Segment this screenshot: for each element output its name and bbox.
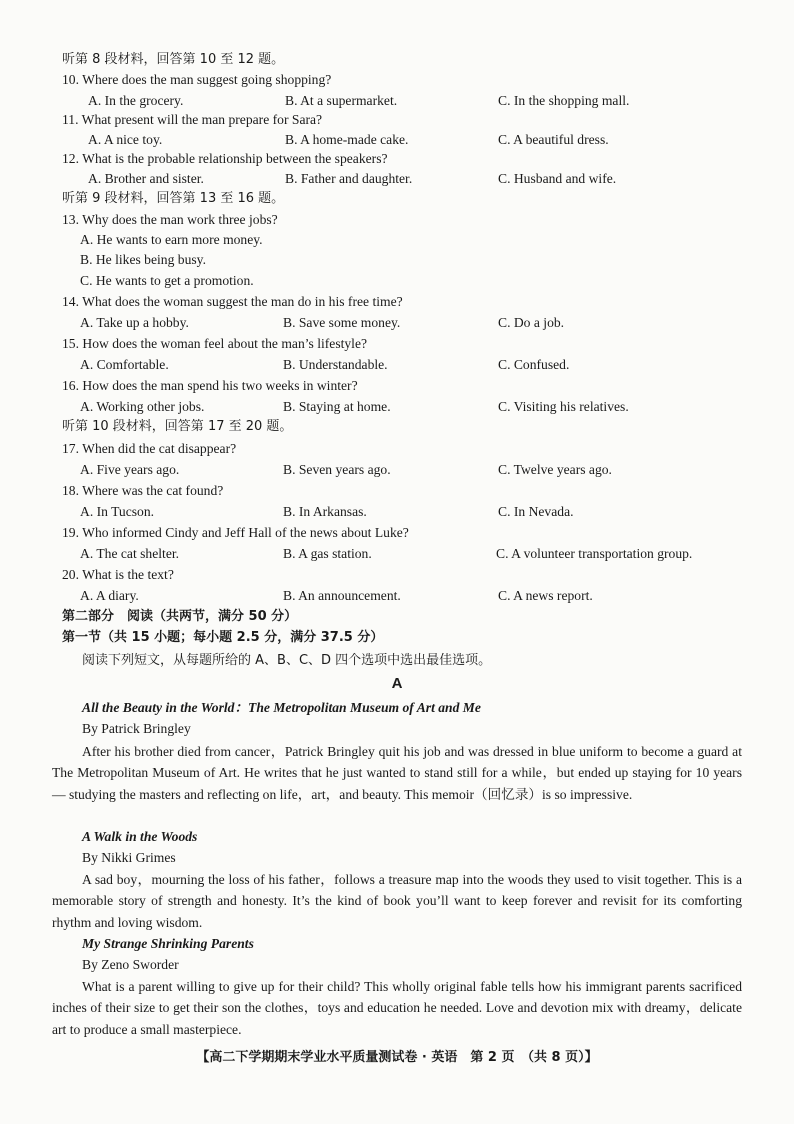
q10-option-c: C. In the shopping mall. [498, 93, 630, 108]
q18-option-b: B. In Arkansas. [283, 504, 367, 519]
section10-header: 听第 10 段材料，回答第 17 至 20 题。 [62, 419, 293, 434]
passage-letter: A [391, 675, 403, 692]
q15-option-b: B. Understandable. [283, 357, 388, 372]
q18-option-a: A. In Tucson. [80, 504, 155, 519]
question-17: 17. When did the cat disappear? [62, 441, 237, 456]
question-18: 18. Where was the cat found? [62, 483, 224, 498]
book3-description: What is a parent willing to give up for their child? This wholly original fable tells how his immigrant parents sacrificed inches of their size to get their son the clothes，toys and education he needed. Love and devotion mix with dreamy，delicate art to produce a small masterpiece. [52, 979, 742, 1037]
book3-author: By Zeno Sworder [82, 957, 179, 972]
q16-option-c: C. Visiting his relatives. [498, 399, 629, 414]
q18-option-c: C. In Nevada. [498, 504, 574, 519]
q16-option-b: B. Staying at home. [283, 399, 391, 414]
q20-option-a: A. A diary. [80, 588, 139, 603]
q13-option-c: C. He wants to get a promotion. [80, 273, 254, 288]
q17-option-b: B. Seven years ago. [283, 462, 391, 477]
q14-option-c: C. Do a job. [498, 315, 565, 330]
q16-option-a: A. Working other jobs. [80, 399, 205, 414]
section9-header: 听第 9 段材料，回答第 13 至 16 题。 [62, 191, 285, 206]
question-13: 13. Why does the man work three jobs? [62, 212, 278, 227]
q13-option-b: B. He likes being busy. [80, 252, 206, 267]
part2-title: 第二部分 阅读（共两节，满分 50 分） [62, 609, 298, 624]
q11-option-b: B. A home-made cake. [285, 132, 409, 147]
reading-instructions: 阅读下列短文，从每题所给的 A、B、C、D 四个选项中选出最佳选项。 [82, 653, 492, 668]
q15-option-a: A. Comfortable. [80, 357, 169, 372]
q20-option-c: C. A news report. [498, 588, 593, 603]
section1-title: 第一节（共 15 小题；每小题 2.5 分，满分 37.5 分） [62, 630, 384, 645]
q13-option-a: A. He wants to earn more money. [80, 232, 263, 247]
book1-author: By Patrick Bringley [82, 721, 191, 736]
question-19: 19. Who informed Cindy and Jeff Hall of the news about Luke? [62, 525, 409, 540]
book1-description: After his brother died from cancer，Patrick Bringley quit his job and was dressed in blue uniform to become a guard at The Metropolitan Museum of Art. He writes that he just wanted to stand still for a while，but ended up staying for 10 years — studying the masters and reflecting on life，art，and beauty. This memoir（回忆录）is so impressive. [52, 744, 742, 802]
q10-option-b: B. At a supermarket. [285, 93, 398, 108]
q19-option-a: A. The cat shelter. [80, 546, 180, 561]
book2-author: By Nikki Grimes [82, 850, 176, 865]
question-16: 16. How does the man spend his two weeks in winter? [62, 378, 358, 393]
book2-description: A sad boy，mourning the loss of his father，follows a treasure map into the woods they used to visit together. This is a memorable story of strength and honesty. It’s the kind of book you’ll want to keep forever and revisit for its comforting rhythm and loving wisdom. [52, 872, 742, 930]
book2-title: A Walk in the Woods [82, 829, 198, 844]
book1-title: All the Beauty in the World：The Metropolitan Museum of Art and Me [82, 700, 481, 715]
q17-option-a: A. Five years ago. [80, 462, 180, 477]
q20-option-b: B. An announcement. [283, 588, 401, 603]
q19-option-c: C. A volunteer transportation group. [496, 546, 693, 561]
q12-option-c: C. Husband and wife. [498, 171, 617, 186]
question-10: 10. Where does the man suggest going shopping? [62, 72, 332, 87]
q12-option-a: A. Brother and sister. [88, 171, 204, 186]
section8-header: 听第 8 段材料，回答第 10 至 12 题。 [62, 52, 285, 67]
question-11: 11. What present will the man prepare for Sara? [62, 112, 323, 127]
bleed-through-mark [420, 52, 423, 64]
q11-option-a: A. A nice toy. [88, 132, 163, 147]
question-14: 14. What does the woman suggest the man do in his free time? [62, 294, 403, 309]
q19-option-b: B. A gas station. [283, 546, 372, 561]
q11-option-c: C. A beautiful dress. [498, 132, 609, 147]
q12-option-b: B. Father and daughter. [285, 171, 413, 186]
q14-option-b: B. Save some money. [283, 315, 401, 330]
question-12: 12. What is the probable relationship between the speakers? [62, 151, 388, 166]
book3-title: My Strange Shrinking Parents [82, 936, 254, 951]
q17-option-c: C. Twelve years ago. [498, 462, 612, 477]
question-15: 15. How does the woman feel about the man’s lifestyle? [62, 336, 368, 351]
q10-option-a: A. In the grocery. [88, 93, 184, 108]
q14-option-a: A. Take up a hobby. [80, 315, 189, 330]
question-20: 20. What is the text? [62, 567, 174, 582]
q15-option-c: C. Confused. [498, 357, 570, 372]
page-footer: 【高二下学期期末学业水平质量测试卷 · 英语 第 2 页 （共 8 页）】 [196, 1050, 598, 1065]
